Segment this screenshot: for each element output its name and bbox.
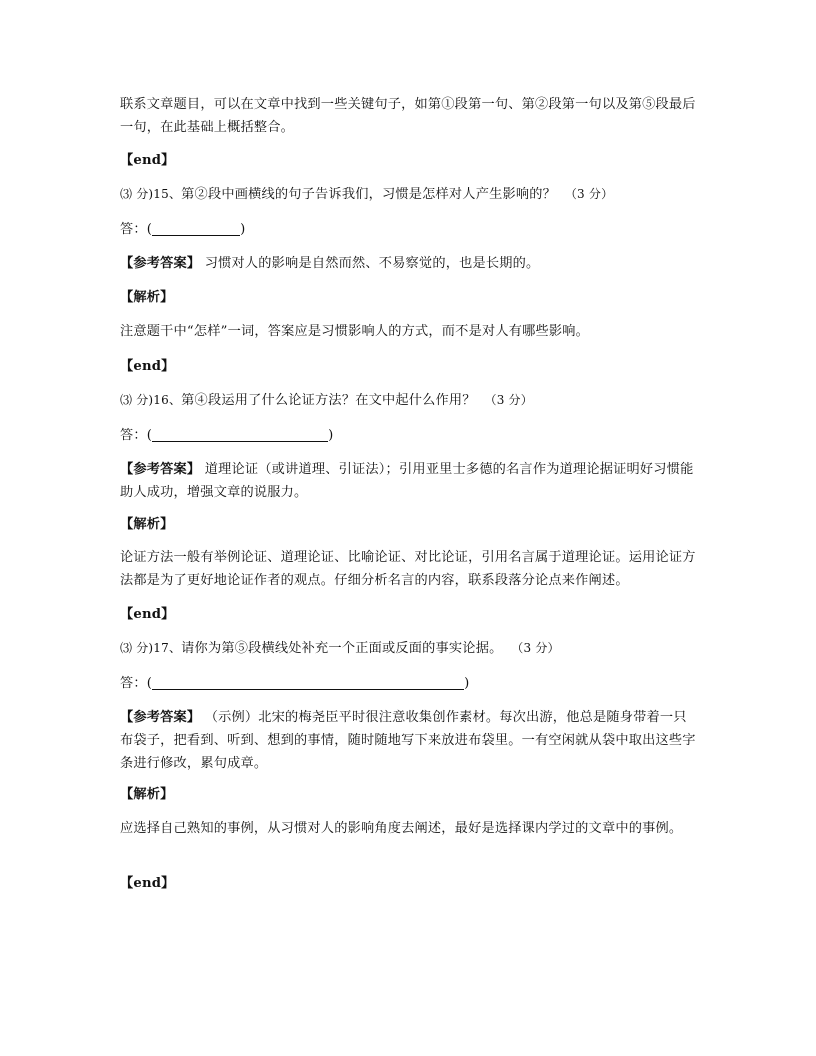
question-15 [120,183,700,206]
answer-line-16 [120,424,700,447]
reference-label: 【参考答案】 [120,462,201,477]
question-text: 请你为第⑤段横线处补充一个正面或反面的事实论据。 [181,641,503,656]
end-marker: 【end】 [120,876,175,891]
question-17 [120,637,700,660]
question-score: （3 分） [511,641,560,655]
answer-blank[interactable] [152,220,240,236]
reference-text: （示例）北宋的梅尧臣平时很注意收集创作素材。每次出游，他总是随身带着一只布袋子，把看到、听到、想到的事情，随时随地写下来放进布袋里。一有空闲就从袋中取出这些字条进行修改，累句成章。 [120,710,696,771]
end-marker: 【end】 [120,607,175,622]
end-marker: 【end】 [120,153,175,168]
analysis-text: 应选择自己熟知的事例，从习惯对人的影响角度去阐述，最好是选择课内学过的文章中的事例。 [120,821,683,836]
question-text: 第②段中画横线的句子告诉我们，习惯是怎样对人产生影响的？ [181,187,557,202]
answer-label: 答：( [120,676,153,691]
reference-text: 道理论证（或讲道理、引证法）；引用亚里士多德的名言作为道理论据证明好习惯能助人成功，增强文章的说服力。 [120,462,694,500]
answer-line-15 [120,218,700,241]
reference-label: 【参考答案】 [120,710,201,725]
answer-blank[interactable] [152,674,464,690]
reference-answer-16 [120,458,700,504]
answer-line-17 [120,672,700,695]
answer-close: ) [240,222,246,237]
answer-close: ) [328,428,334,443]
analysis-text: 注意题干中“怎样”一词，答案应是习惯影响人的方式，而不是对人有哪些影响。 [120,324,590,339]
analysis-label: 【解析】 [120,290,174,305]
question-score: （3 分） [484,393,533,407]
answer-label: 答：( [120,428,153,443]
reference-text: 习惯对人的影响是自然而然、不易察觉的，也是长期的。 [204,256,540,271]
question-prefix: ⑶ 分)17、 [120,641,182,655]
question-16 [120,389,700,412]
answer-blank[interactable] [152,426,328,442]
reference-label: 【参考答案】 [120,256,201,271]
end-marker: 【end】 [120,359,175,374]
answer-close: ) [464,676,470,691]
analysis-label: 【解析】 [120,787,174,802]
answer-label: 答：( [120,222,153,237]
question-prefix: ⑶ 分)16、 [120,393,182,407]
question-score: （3 分） [564,187,614,201]
intro-analysis-text: 联系文章题目，可以在文章中找到一些关键句子，如第①段第一句、第②段第一句以及第⑤段最后一句，在此基础上概括整合。 [120,97,696,135]
analysis-text: 论证方法一般有举例论证、道理论证、比喻论证、对比论证，引用名言属于道理论证。运用论证方法都是为了更好地论证作者的观点。仔细分析名言的内容，联系段落分论点来作阐述。 [120,550,696,588]
question-prefix: ⑶ 分)15、 [120,187,182,201]
reference-answer-17 [120,706,700,775]
analysis-label: 【解析】 [120,517,174,532]
reference-answer-15 [120,252,700,275]
question-text: 第④段运用了什么论证方法？在文中起什么作用？ [181,393,476,408]
